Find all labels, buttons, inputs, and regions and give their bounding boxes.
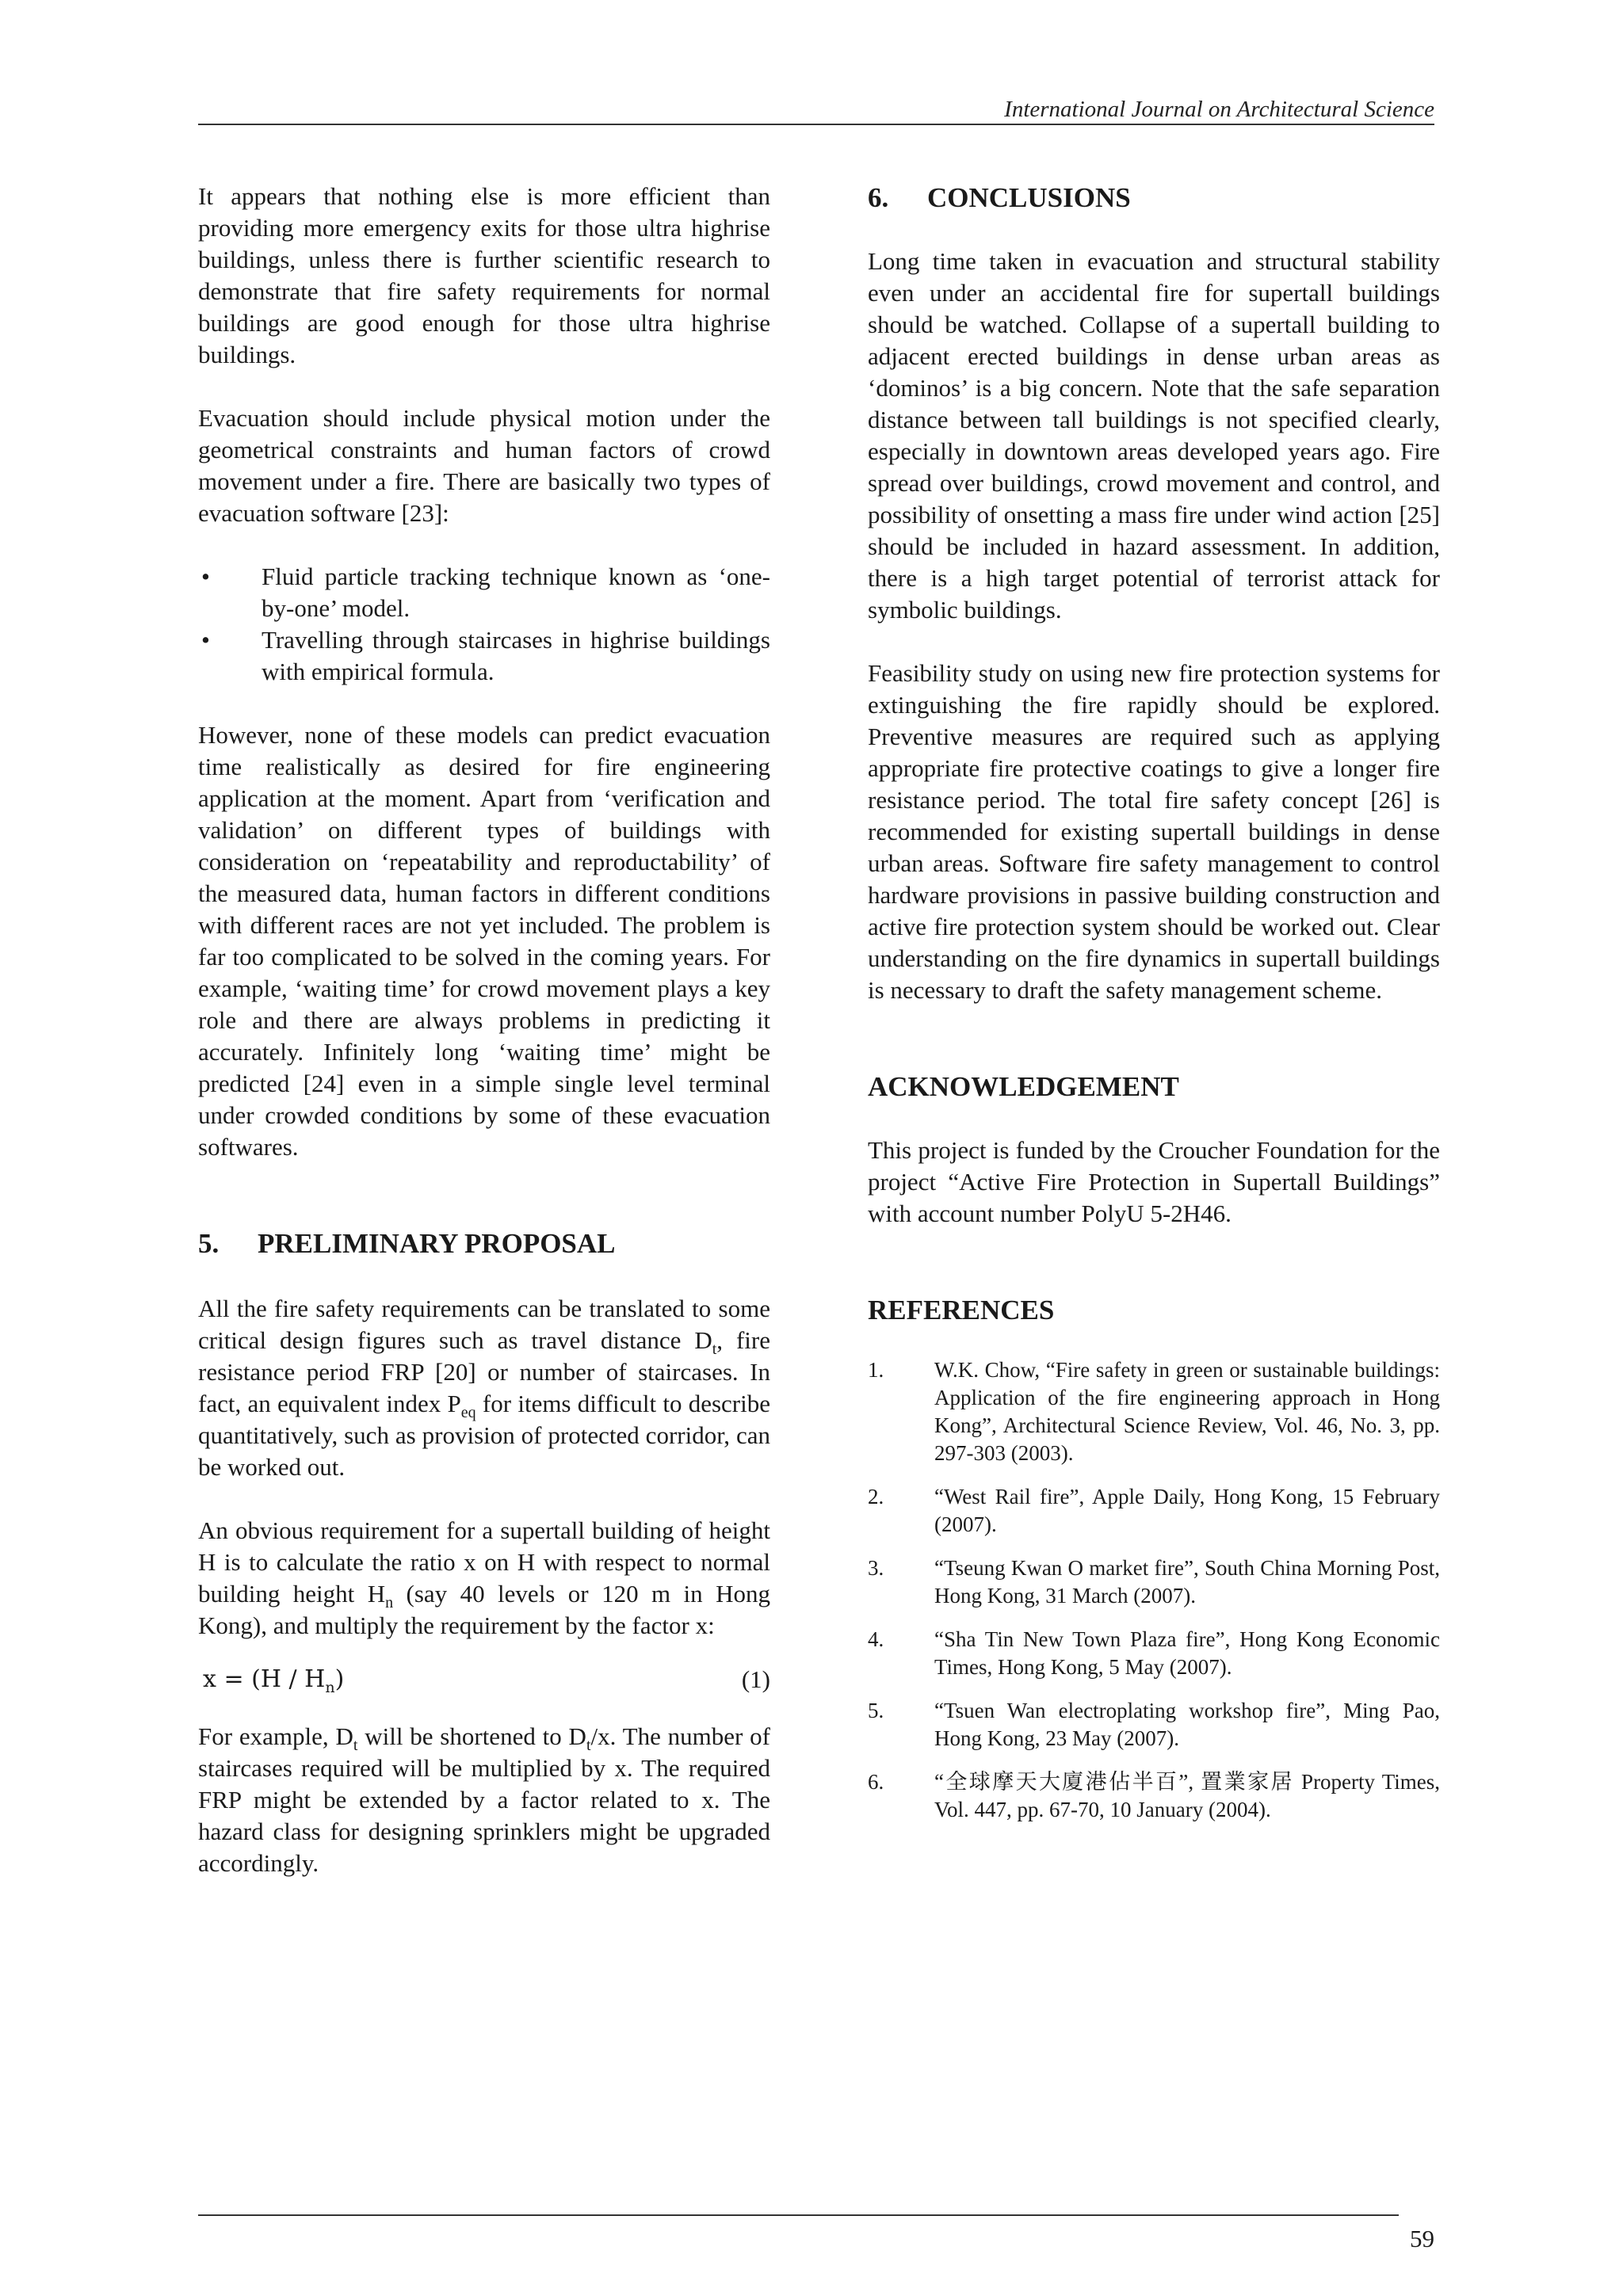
list-item: • Fluid particle tracking technique known as ‘one-by-one’ model.: [201, 563, 770, 622]
equation-number: (1): [741, 1665, 770, 1693]
left-column: [198, 181, 770, 1911]
header-rule: [198, 124, 1434, 125]
bullet-list: [198, 561, 770, 688]
section-number: 6.: [868, 182, 889, 213]
acknowledgement-heading: ACKNOWLEDGEMENT: [868, 1071, 1179, 1102]
section-title: PRELIMINARY PROPOSAL: [258, 1228, 616, 1259]
section-heading-5: [198, 1226, 770, 1261]
reference-item: 2. “West Rail fire”, Apple Daily, Hong Kong, 15 February (2007).: [868, 1485, 1440, 1536]
paragraph-conclusions-1: Long time taken in evacuation and structural stability even under an accidental fire for supertall buildings should be watched. Collapse of a supertall building to adjacent erected buildings in dense urban areas as ‘dominos’ is a big concern. Note that the safe separation distance between tall buildings is not specified clearly, especially in downtown areas developed years ago. Fire spread over buildings, crowd movement and control, and possibility of onsetting a mass fire under wind action [25] should be included in hazard assessment. In addition, there is a high target potential of terrorist attack for symbolic buildings.: [868, 247, 1440, 624]
equation-1: [198, 1657, 770, 1702]
bullet-marker: •: [201, 626, 210, 654]
paragraph-exits: It appears that nothing else is more efficient than providing more emergency exits for those ultra highrise buildings, unless there is further scientific research to demonstrate that fire safety requirements for normal buildings are good enough for those ultra highrise buildings.: [198, 182, 770, 368]
acknowledgement-text: This project is funded by the Croucher Foundation for the project “Active Fire Protection in Supertall Buildings” with account number PolyU 5-2H46.: [868, 1136, 1440, 1227]
paragraph-example: For example, $D_t$ will be shortened to $D_t/x$. The number of staircases required will be multiplied by x. The required FRP might be extended by a factor related to x. The hazard class for designing sprinklers might be upgraded accordingly.: [198, 1722, 770, 1877]
references-heading: REFERENCES: [868, 1295, 1055, 1325]
paragraph-models: However, none of these models can predict evacuation time realistically as desired for fire engineering application at the moment. Apart from ‘verification and validation’ on different types of buildings with consideration on ‘repeatability and reproductability’ of the measured data, human factors in different conditions with different races are not yet included. The problem is far too complicated to be solved in the coming years. For example, ‘waiting time’ for crowd movement plays a key role and there are always problems in predicting it accurately. Infinitely long ‘waiting time’ might be predicted [24] even in a simple single level terminal under crowded conditions by some of these evacuation softwares.: [198, 721, 770, 1161]
right-column: [868, 181, 1440, 1840]
list-item: • Travelling through staircases in highrise buildings with empirical formula.: [201, 626, 770, 685]
reference-item: 5. “Tsuen Wan electroplating workshop fire”, Ming Pao, Hong Kong, 23 May (2007).: [868, 1699, 1440, 1750]
reference-item: 1. W.K. Chow, “Fire safety in green or sustainable buildings: Application of the fire engineering approach in Hong Kong”, Architectural Science Review, Vol. 46, No. 3, pp. 297-303 (2003).: [868, 1358, 1440, 1465]
paragraph-conclusions-2: Feasibility study on using new fire protection systems for extinguishing the fire rapidly should be explored. Preventive measures are required such as applying appropriate fire protective coatings to give a longer fire resistance period. The total fire safety concept [26] is recommended for existing supertall buildings in dense urban areas. Software fire safety management to control hardware provisions in passive building construction and active fire protection system should be worked out. Clear understanding on the fire dynamics in supertall buildings is necessary to draft the safety management scheme.: [868, 659, 1440, 1004]
reference-item: 4. “Sha Tin New Town Plaza fire”, Hong Kong Economic Times, Hong Kong, 5 May (2007).: [868, 1627, 1440, 1679]
footer-rule: [198, 2214, 1399, 2216]
page-number: 59: [1410, 2225, 1434, 2252]
equation-body: $x = (H / H_n)$: [203, 1665, 345, 1696]
paragraph-requirements: All the fire safety requirements can be translated to some critical design figures such as travel distance $D_t$, fire resistance period FRP [20] or number of staircases. In fact, an equivalent index $P_{eq}$ for items difficult to describe quantitatively, such as provision of protected corridor, can be worked out.: [198, 1295, 770, 1481]
section-number: 5.: [198, 1228, 220, 1259]
bullet-marker: •: [201, 563, 210, 590]
reference-item: 3. “Tseung Kwan O market fire”, South China Morning Post, Hong Kong, 31 March (2007).: [868, 1556, 1440, 1608]
reference-item: 6. “全球摩天大廈港佔半百”, 置業家居 Property Times, Vol. 447, pp. 67-70, 10 January (2004).: [868, 1770, 1440, 1821]
paragraph-ratio: An obvious requirement for a supertall building of height H is to calculate the ratio x on H with respect to normal building height $H_n$ (say 40 levels or 120 m in Hong Kong), and multiply the requirement by the factor x:: [198, 1516, 770, 1639]
paragraph-evacuation: Evacuation should include physical motion under the geometrical constraints and human factors of crowd movement under a fire. There are basically two types of evacuation software [23]:: [198, 404, 770, 527]
section-heading-6: [868, 181, 1440, 215]
reference-list: [868, 1356, 1440, 1824]
journal-title: International Journal on Architectural Science: [1004, 97, 1434, 122]
section-title: CONCLUSIONS: [927, 182, 1131, 213]
